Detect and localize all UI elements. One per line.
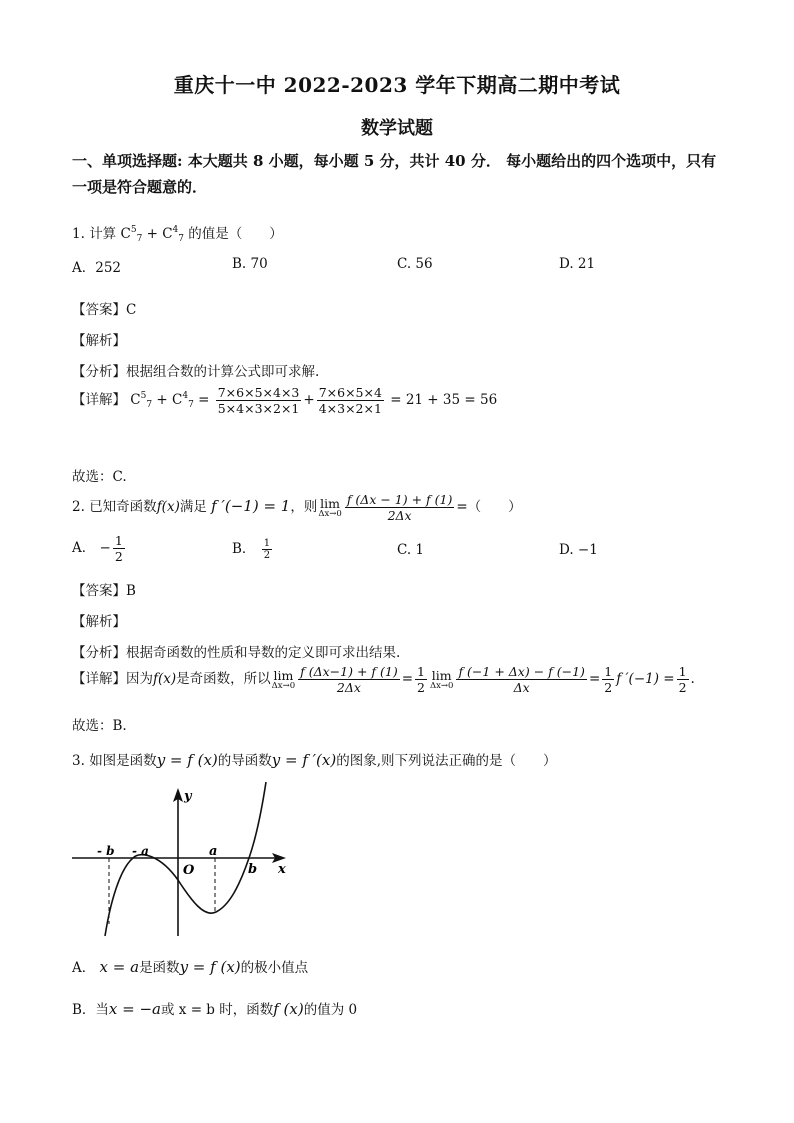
- function-y-f-x: y = f (x): [156, 751, 218, 769]
- option-sign: −: [99, 540, 111, 556]
- limit-operator: [272, 669, 295, 691]
- detail-tag: 【详解】: [72, 671, 126, 687]
- answer-value: C: [126, 302, 137, 318]
- limit-text: lim: [431, 667, 452, 683]
- fraction-numerator: 1: [263, 538, 271, 549]
- fraction-2: [317, 385, 384, 416]
- derivative-curve: [105, 782, 266, 936]
- combination-expression: $C^5_7 + C^4_7$ =: [130, 391, 210, 410]
- q1-analysis-tag: 【解析】: [72, 333, 126, 349]
- fraction-numerator: 7×6×5×4: [318, 385, 382, 400]
- fenxi-text: 根据奇函数的性质和导数的定义即可求出结果.: [126, 645, 401, 661]
- option-fraction: [262, 538, 272, 561]
- limit-text: lim: [320, 495, 340, 511]
- option-x-value: x = a: [99, 958, 140, 976]
- q1-detail: 【详解】 $C^5_7 + C^4_7$ = $\frac{7\times 6\times 5\times 4\times 3}{5\times 4\times 3\times 2\times 1}$ + $\frac{7\times 6\times 5\times 4}{4\times 3\times 2\times 1}$ = 21 + 35 = 56: [72, 385, 498, 416]
- detail-fraction-2: [456, 664, 586, 695]
- answer-value: B: [126, 583, 136, 599]
- half-fraction: [415, 664, 427, 695]
- q1-option-b: B. 70: [232, 256, 268, 272]
- fraction-numerator: 1: [417, 664, 425, 679]
- question-number: 1.: [72, 226, 85, 242]
- detail-mid: 是奇函数，所以: [176, 671, 271, 687]
- y-axis-label: y: [184, 789, 192, 804]
- fraction-1: [216, 385, 302, 416]
- question-2: [72, 492, 522, 523]
- limit-operator: [318, 497, 341, 519]
- derivative-graph: [66, 778, 296, 940]
- half-fraction: [602, 664, 614, 695]
- answer-tag: 【答案】: [72, 583, 126, 599]
- x-axis-label: x: [278, 862, 286, 877]
- fraction-denominator: 2Δx: [387, 508, 412, 523]
- fraction-denominator: 2: [678, 680, 687, 695]
- fraction-denominator: 4×3×2×1: [318, 401, 382, 416]
- option-mid: 是函数: [139, 960, 180, 976]
- question-text-a: 如图是函数: [89, 753, 157, 769]
- fraction-denominator: 2: [114, 549, 123, 564]
- option-label: A．: [72, 960, 96, 976]
- q2-option-d: D. −1: [559, 542, 598, 558]
- detail-result: = 21 + 35 = 56: [390, 392, 498, 408]
- limit-fraction: [345, 492, 455, 523]
- option-label: B．当: [72, 1002, 109, 1018]
- fraction-numerator: 1: [604, 664, 613, 679]
- fraction-numerator: f (Δx − 1) + f (1): [346, 492, 453, 507]
- limit-operator: [430, 669, 453, 691]
- derivative-function: y = f ′(x): [271, 751, 337, 769]
- section-heading: 一、单项选择题: 本大题共 8 小题，每小题 5 分，共计 40 分． 每小题给出的四个选项中，只有一项是符合题意的．: [72, 152, 717, 196]
- question-text-c: 的图象,则下列说法正确的是（ ）: [336, 753, 557, 769]
- q2-answer: [72, 579, 136, 599]
- question-number: 2.: [72, 499, 85, 515]
- fraction-numerator: 1: [114, 533, 123, 548]
- question-1: [72, 222, 283, 244]
- fraction-numerator: f (Δx−1) + f (1): [300, 664, 398, 679]
- option-label: A．: [72, 540, 96, 556]
- combination-expression: $C^5_7 + C^4_7$: [120, 225, 184, 244]
- fraction-denominator: 2: [417, 680, 425, 695]
- fraction-denominator: 5×4×3×2×1: [217, 401, 300, 416]
- fenxi-tag: 【分析】: [72, 364, 126, 380]
- origin-label: O: [183, 863, 195, 878]
- detail-tag: 【详解】: [72, 392, 126, 408]
- fraction-numerator: 7×6×5×4×3: [217, 385, 300, 400]
- q1-answer: [72, 298, 136, 318]
- limit-text: lim: [273, 667, 294, 683]
- question-tail: =（ ）: [456, 499, 522, 515]
- q2-option-b: [232, 537, 274, 561]
- option-fraction: [113, 533, 125, 564]
- option-function: y = f (x): [179, 958, 241, 976]
- fraction-denominator: 2: [263, 550, 271, 561]
- q1-option-d: D. 21: [559, 256, 596, 272]
- exam-subtitle: 数学试题: [361, 118, 433, 139]
- function-f-x: f(x): [156, 499, 180, 515]
- fraction-numerator: 1: [678, 664, 687, 679]
- question-suffix: 的值是（ ）: [188, 226, 283, 242]
- condition-expression: f ′(−1) = 1: [211, 497, 291, 515]
- q1-fenxi: [72, 360, 319, 380]
- q3-option-a: [72, 956, 308, 976]
- limit-subscript: Δx→0: [429, 680, 454, 691]
- derivative-at-minus-one: f ′(−1) =: [616, 671, 675, 687]
- q2-fenxi: [72, 641, 400, 661]
- question-3: [72, 749, 557, 769]
- then-word: ，则: [290, 499, 318, 515]
- detail-fraction-1: [298, 664, 400, 695]
- q1-option-c: C. 56: [397, 256, 433, 272]
- answer-tag: 【答案】: [72, 302, 126, 318]
- half-fraction: [677, 664, 689, 695]
- option-x-value: x = −a: [108, 1000, 161, 1018]
- fraction-denominator: Δx: [513, 680, 530, 695]
- q1-choice: 故选：C.: [72, 469, 127, 485]
- fraction-denominator: 2Δx: [336, 680, 361, 695]
- q3-option-b: [72, 998, 357, 1018]
- fraction-denominator: 2: [604, 680, 613, 695]
- limit-subscript: Δx→0: [271, 680, 296, 691]
- limit-subscript: Δx→0: [318, 508, 342, 519]
- neg-a-label: - a: [132, 844, 149, 858]
- option-label: B．: [232, 541, 256, 557]
- q2-option-c: C. 1: [397, 542, 425, 558]
- q2-option-a: [72, 533, 127, 564]
- q2-analysis-tag: 【解析】: [72, 614, 126, 630]
- neg-b-label: - b: [97, 844, 115, 858]
- condition-word: 满足: [179, 499, 207, 515]
- question-prefix: 已知奇函数: [89, 499, 157, 515]
- b-label: b: [248, 862, 258, 877]
- q2-detail: 【详解】因为f(x)是奇函数，所以 lim Δx→0 $\frac{f (\Delta x-1) + f (1)}{2\Delta x}$ = $\frac{1}{2}$ lim Δx→0 $\frac{f (-1 + \Delta x) - f (-1)}{\Delta x}$ = $\frac{1}{2}$ f ′(−1) = $\frac{1}{2}$ .: [72, 664, 695, 695]
- a-label: a: [209, 844, 218, 859]
- question-text-b: 的导函数: [217, 753, 272, 769]
- option-tail: 的极小值点: [240, 960, 309, 976]
- option-mid: 或 x = b 时，函数: [161, 1002, 274, 1018]
- fraction-numerator: f (−1 + Δx) − f (−1): [458, 664, 585, 679]
- fenxi-text: 根据组合数的计算公式即可求解.: [126, 364, 320, 380]
- question-number: 3.: [72, 753, 85, 769]
- option-tail: 的值为 0: [303, 1002, 358, 1018]
- fenxi-tag: 【分析】: [72, 645, 126, 661]
- q1-option-a: A．252: [72, 260, 122, 276]
- function-f-x: f(x): [153, 671, 177, 687]
- option-function: f (x): [273, 1000, 304, 1018]
- question-prefix: 计算: [89, 226, 117, 242]
- detail-prefix: 因为: [126, 671, 153, 687]
- q2-choice: 故选：B.: [72, 718, 127, 734]
- exam-title: 重庆十一中 2022-2023 学年下期高二期中考试: [173, 73, 621, 97]
